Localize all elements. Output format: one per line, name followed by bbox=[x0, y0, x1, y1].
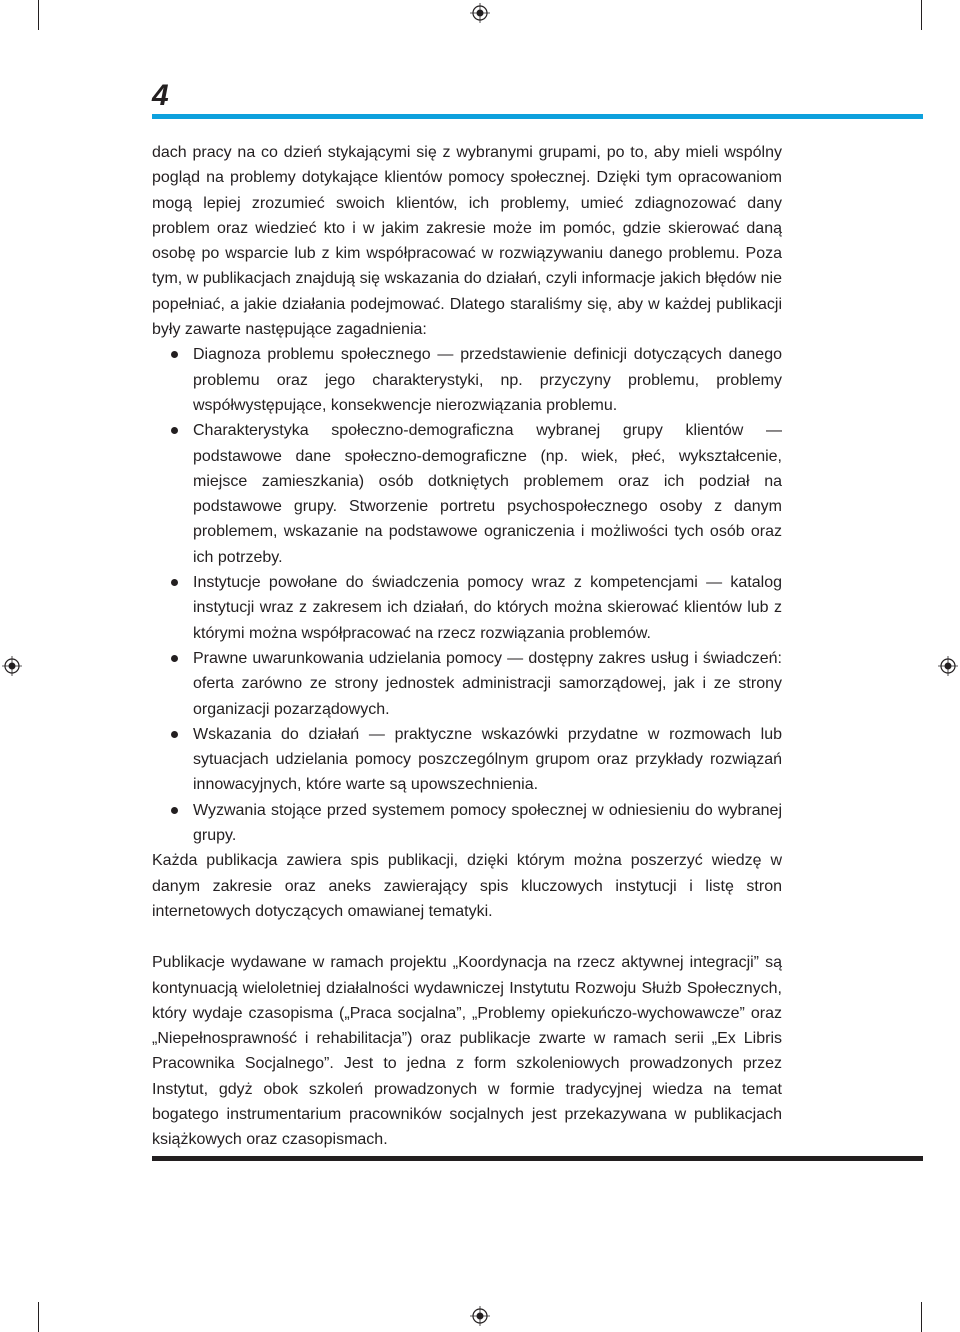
page-number: 4 bbox=[152, 79, 169, 112]
crop-mark-bottom-left bbox=[38, 1302, 39, 1332]
bullet-icon bbox=[171, 351, 178, 358]
list-item-text: Prawne uwarunkowania udzielania pomocy — dostępny zakres usług i świadczeń: oferta zarówno ze strony jednostek administracji samorządowej, jak i ze strony organizacji pozarządowych. bbox=[193, 649, 782, 718]
header-rule bbox=[152, 114, 923, 119]
list-item bbox=[152, 722, 782, 798]
registration-mark-bottom-icon bbox=[470, 1306, 490, 1326]
registration-mark-right-icon bbox=[938, 656, 958, 676]
crop-mark-bottom-right bbox=[921, 1302, 922, 1332]
crop-mark-top-right bbox=[921, 0, 922, 30]
bullet-icon bbox=[171, 579, 178, 586]
list-item-text: Diagnoza problemu społecznego — przedstawienie definicji dotyczących danego problemu oraz jego charakterystyki, np. przyczyny problemu, problemy współwystępujące, konsekwencje nierozwiązania problemu. bbox=[193, 346, 782, 414]
bullet-icon bbox=[171, 731, 178, 738]
list-item bbox=[152, 342, 782, 418]
registration-mark-left-icon bbox=[2, 656, 22, 676]
list-item-text: Charakterystyka społeczno-demograficzna wybranej grupy klientów — podstawowe dane społeczno-demograficzne (np. wiek, płeć, wykształcenie, miejsce zamieszkania) osób dotkniętych problemem oraz ich podział na podstawowe grupy. Stworzenie portretu psychospołecznego osoby z danym problemem, wskazanie na podstawowe ograniczenia i możliwości tych osób oraz ich potrzeby. bbox=[193, 422, 782, 566]
crop-mark-top-left bbox=[38, 0, 39, 30]
bullet-icon bbox=[171, 427, 178, 434]
footer-rule bbox=[152, 1156, 923, 1161]
bullet-icon bbox=[171, 655, 178, 662]
paragraph-scope: Każda publikacja zawiera spis publikacji, dzięki którym można poszerzyć wiedzę w danym zakresie oraz aneks zawierający spis kluczowych instytucji i listę stron internetowych dotyczących omawianej tematyki. bbox=[152, 852, 782, 920]
list-item-text: Instytucje powołane do świadczenia pomocy wraz z kompetencjami — katalog instytucji wraz z zakresem ich działań, do których można skierować klientów lub z którymi można współpracować na rzecz rozwiązania problemów. bbox=[193, 574, 782, 642]
list-item bbox=[152, 418, 782, 570]
bullet-icon bbox=[171, 807, 178, 814]
topics-list bbox=[152, 342, 782, 848]
paragraph-intro: dach pracy na co dzień stykającymi się z wybranymi grupami, po to, aby mieli wspólny pogląd na problemy dotykające klientów pomocy społecznej. Dzięki tym opracowaniom mogą lepiej zrozumieć swoich klientów, ich problemy, umieć zdiagnozować dany problem oraz wiedzieć kto i w jakim zakresie może im pomóc, gdzie skierować daną osobę po wsparcie lub z kim współpracować w rozwiązywaniu danego problemu. Poza tym, w publikacjach znajdują się wskazania do działań, czyli informacje jakich błędów nie popełniać, a jakie działania podejmować. Dlatego staraliśmy się, aby w każdej publikacji były zawarte następujące zagadnienia: bbox=[152, 144, 782, 339]
list-item bbox=[152, 646, 782, 722]
list-item-text: Wyzwania stojące przed systemem pomocy społecznej w odniesieniu do wybranej grupy. bbox=[193, 801, 782, 845]
list-item-text: Wskazania do działań — praktyczne wskazówki przydatne w rozmowach lub sytuacjach udzielania pomocy poszczególnym grupom oraz przykłady rozwiązań innowacyjnych, które warte są upowszechnienia. bbox=[193, 725, 782, 794]
paragraph-project: Publikacje wydawane w ramach projektu „Koordynacja na rzecz aktywnej integracji” są kontynuacją wieloletniej działalności wydawniczej Instytutu Rozwoju Służb Społecznych, który wydaje czasopisma („Praca socjalna”, „Problemy opiekuńczo-wychowawcze” oraz „Niepełnosprawność i rehabilitacja”) oraz publikacje zwarte w ramach serii „Ex Libris Pracownika Socjalnego”. Jest to jedna z form szkoleniowych prowadzonych przez Instytut, gdyż obok szkoleń prowadzonych w formie tradycyjnej wiedza na temat bogatego instrumentarium pracowników socjalnych jest przekazywana w publikacjach książkowych oraz czasopismach. bbox=[152, 954, 782, 1149]
list-item bbox=[152, 798, 782, 849]
list-item bbox=[152, 570, 782, 646]
page-content bbox=[152, 140, 782, 1153]
registration-mark-top-icon bbox=[470, 3, 490, 23]
